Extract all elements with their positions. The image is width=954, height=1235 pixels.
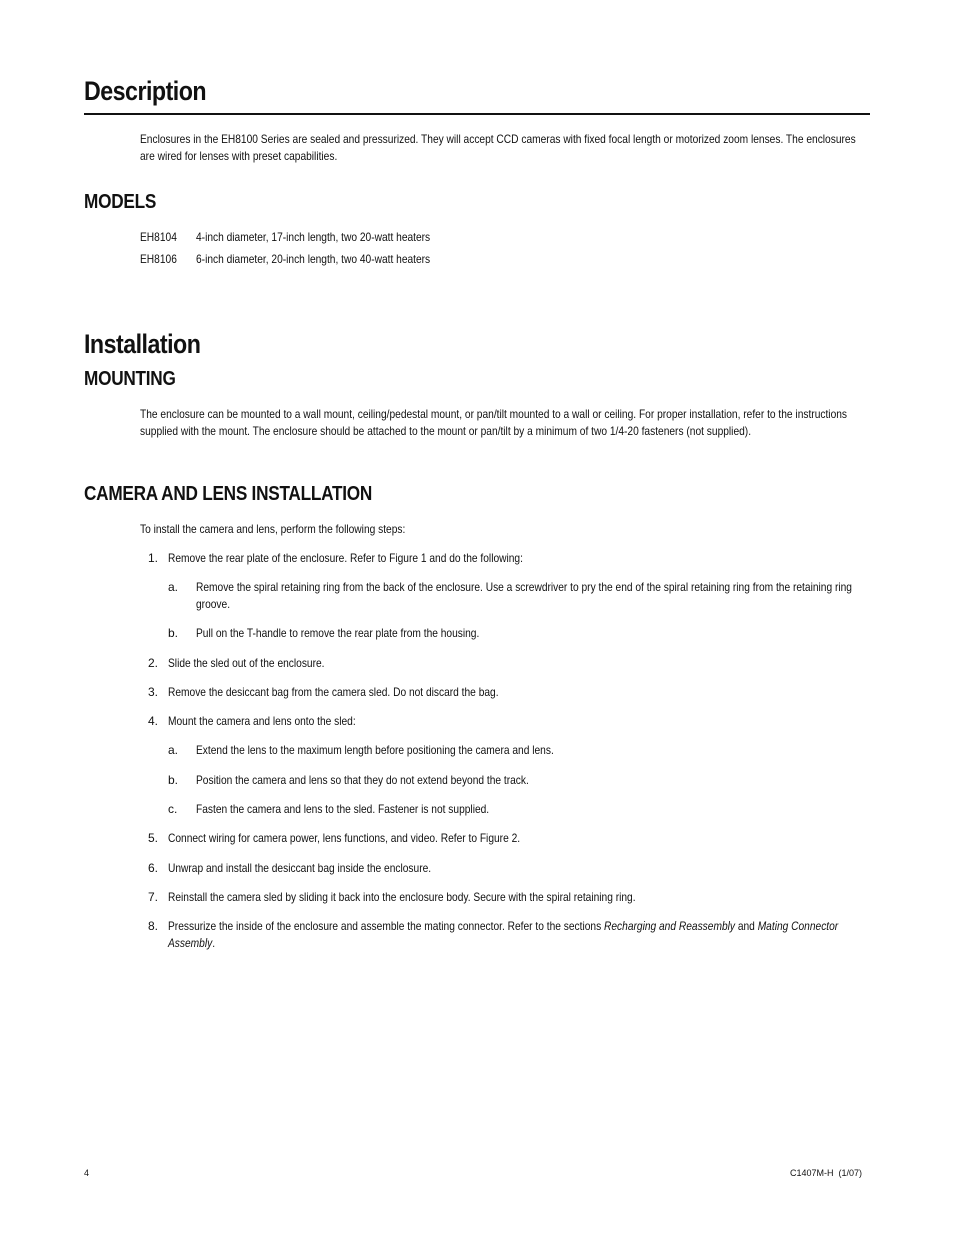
step-number: 8. — [148, 919, 159, 933]
step-text-join: and — [734, 919, 758, 933]
step-text: Slide the sled out of the enclosure. — [168, 656, 325, 670]
model-desc: 4-inch diameter, 17-inch length, two 20-watt heaters — [196, 230, 431, 244]
model-code: EH8106 — [140, 252, 177, 266]
mounting-heading: MOUNTING — [84, 368, 176, 390]
document-number: C1407M-H (1/07) — [790, 1168, 863, 1178]
step-number: 5. — [148, 831, 159, 845]
step-number: 3. — [148, 685, 159, 699]
step-text-lead: Pressurize the inside of the enclosure and assemble the mating connector. Refer to the sections — [168, 919, 605, 933]
model-code: EH8104 — [140, 230, 177, 244]
step-text: Unwrap and install the desiccant bag inside the enclosure. — [168, 861, 432, 875]
step-text: Connect wiring for camera power, lens functions, and video. Refer to Figure 2. — [168, 831, 521, 845]
step-number: 7. — [148, 890, 159, 904]
installation-heading: Installation — [84, 329, 201, 359]
steps-intro: To install the camera and lens, perform the following steps: — [140, 522, 406, 536]
description-body: Enclosures in the EH8100 Series are sealed and pressurized. They will accept CCD cameras with fixed focal length or motorized zoom lenses. The enclosures are wired for lenses with preset capabilities. — [140, 132, 856, 163]
models-heading: MODELS — [84, 191, 157, 213]
step-text — [168, 918, 867, 952]
step-text: Remove the rear plate of the enclosure. Refer to Figure 1 and do the following: — [168, 551, 523, 565]
description-heading: Description — [84, 76, 207, 106]
substep-letter: b. — [168, 626, 179, 640]
step-number: 2. — [148, 656, 159, 670]
substep-text: Extend the lens to the maximum length before positioning the camera and lens. — [196, 743, 554, 757]
step-number: 4. — [148, 714, 159, 728]
substep-letter: a. — [168, 743, 179, 757]
step-number: 6. — [148, 861, 159, 875]
step-text-end: . — [212, 936, 216, 950]
substep-text: Pull on the T-handle to remove the rear plate from the housing. — [196, 626, 480, 640]
step-number: 1. — [148, 551, 159, 565]
step-text: Reinstall the camera sled by sliding it back into the enclosure body. Secure with the spiral retaining ring. — [168, 890, 636, 904]
mounting-body: The enclosure can be mounted to a wall mount, ceiling/pedestal mount, or pan/tilt mounted to a wall or ceiling. For proper installation, refer to the instructions supplied with the mount. The enclosure should be attached to the mount or pan/tilt by a minimum of two 1/4-20 fasteners (not supplied). — [140, 407, 848, 438]
model-desc: 6-inch diameter, 20-inch length, two 40-watt heaters — [196, 252, 431, 266]
substep-letter: b. — [168, 773, 179, 787]
substep-text: Remove the spiral retaining ring from the back of the enclosure. Use a screwdriver to pry the end of the spiral retaining ring from the retaining ring groove. — [196, 580, 852, 611]
section-reference: Recharging and Reassembly — [604, 919, 735, 933]
step-text: Remove the desiccant bag from the camera sled. Do not discard the bag. — [168, 685, 499, 699]
heading-rule — [84, 113, 870, 115]
substep-text: Position the camera and lens so that they do not extend beyond the track. — [196, 773, 529, 787]
substep-letter: c. — [168, 802, 178, 816]
substep-text: Fasten the camera and lens to the sled. Fastener is not supplied. — [196, 802, 490, 816]
section-reference: Mating Connector Assembly — [168, 919, 839, 950]
substep-letter: a. — [168, 580, 179, 594]
page-number: 4 — [84, 1168, 90, 1178]
camera-lens-heading: CAMERA AND LENS INSTALLATION — [84, 483, 373, 505]
step-text: Mount the camera and lens onto the sled: — [168, 714, 356, 728]
